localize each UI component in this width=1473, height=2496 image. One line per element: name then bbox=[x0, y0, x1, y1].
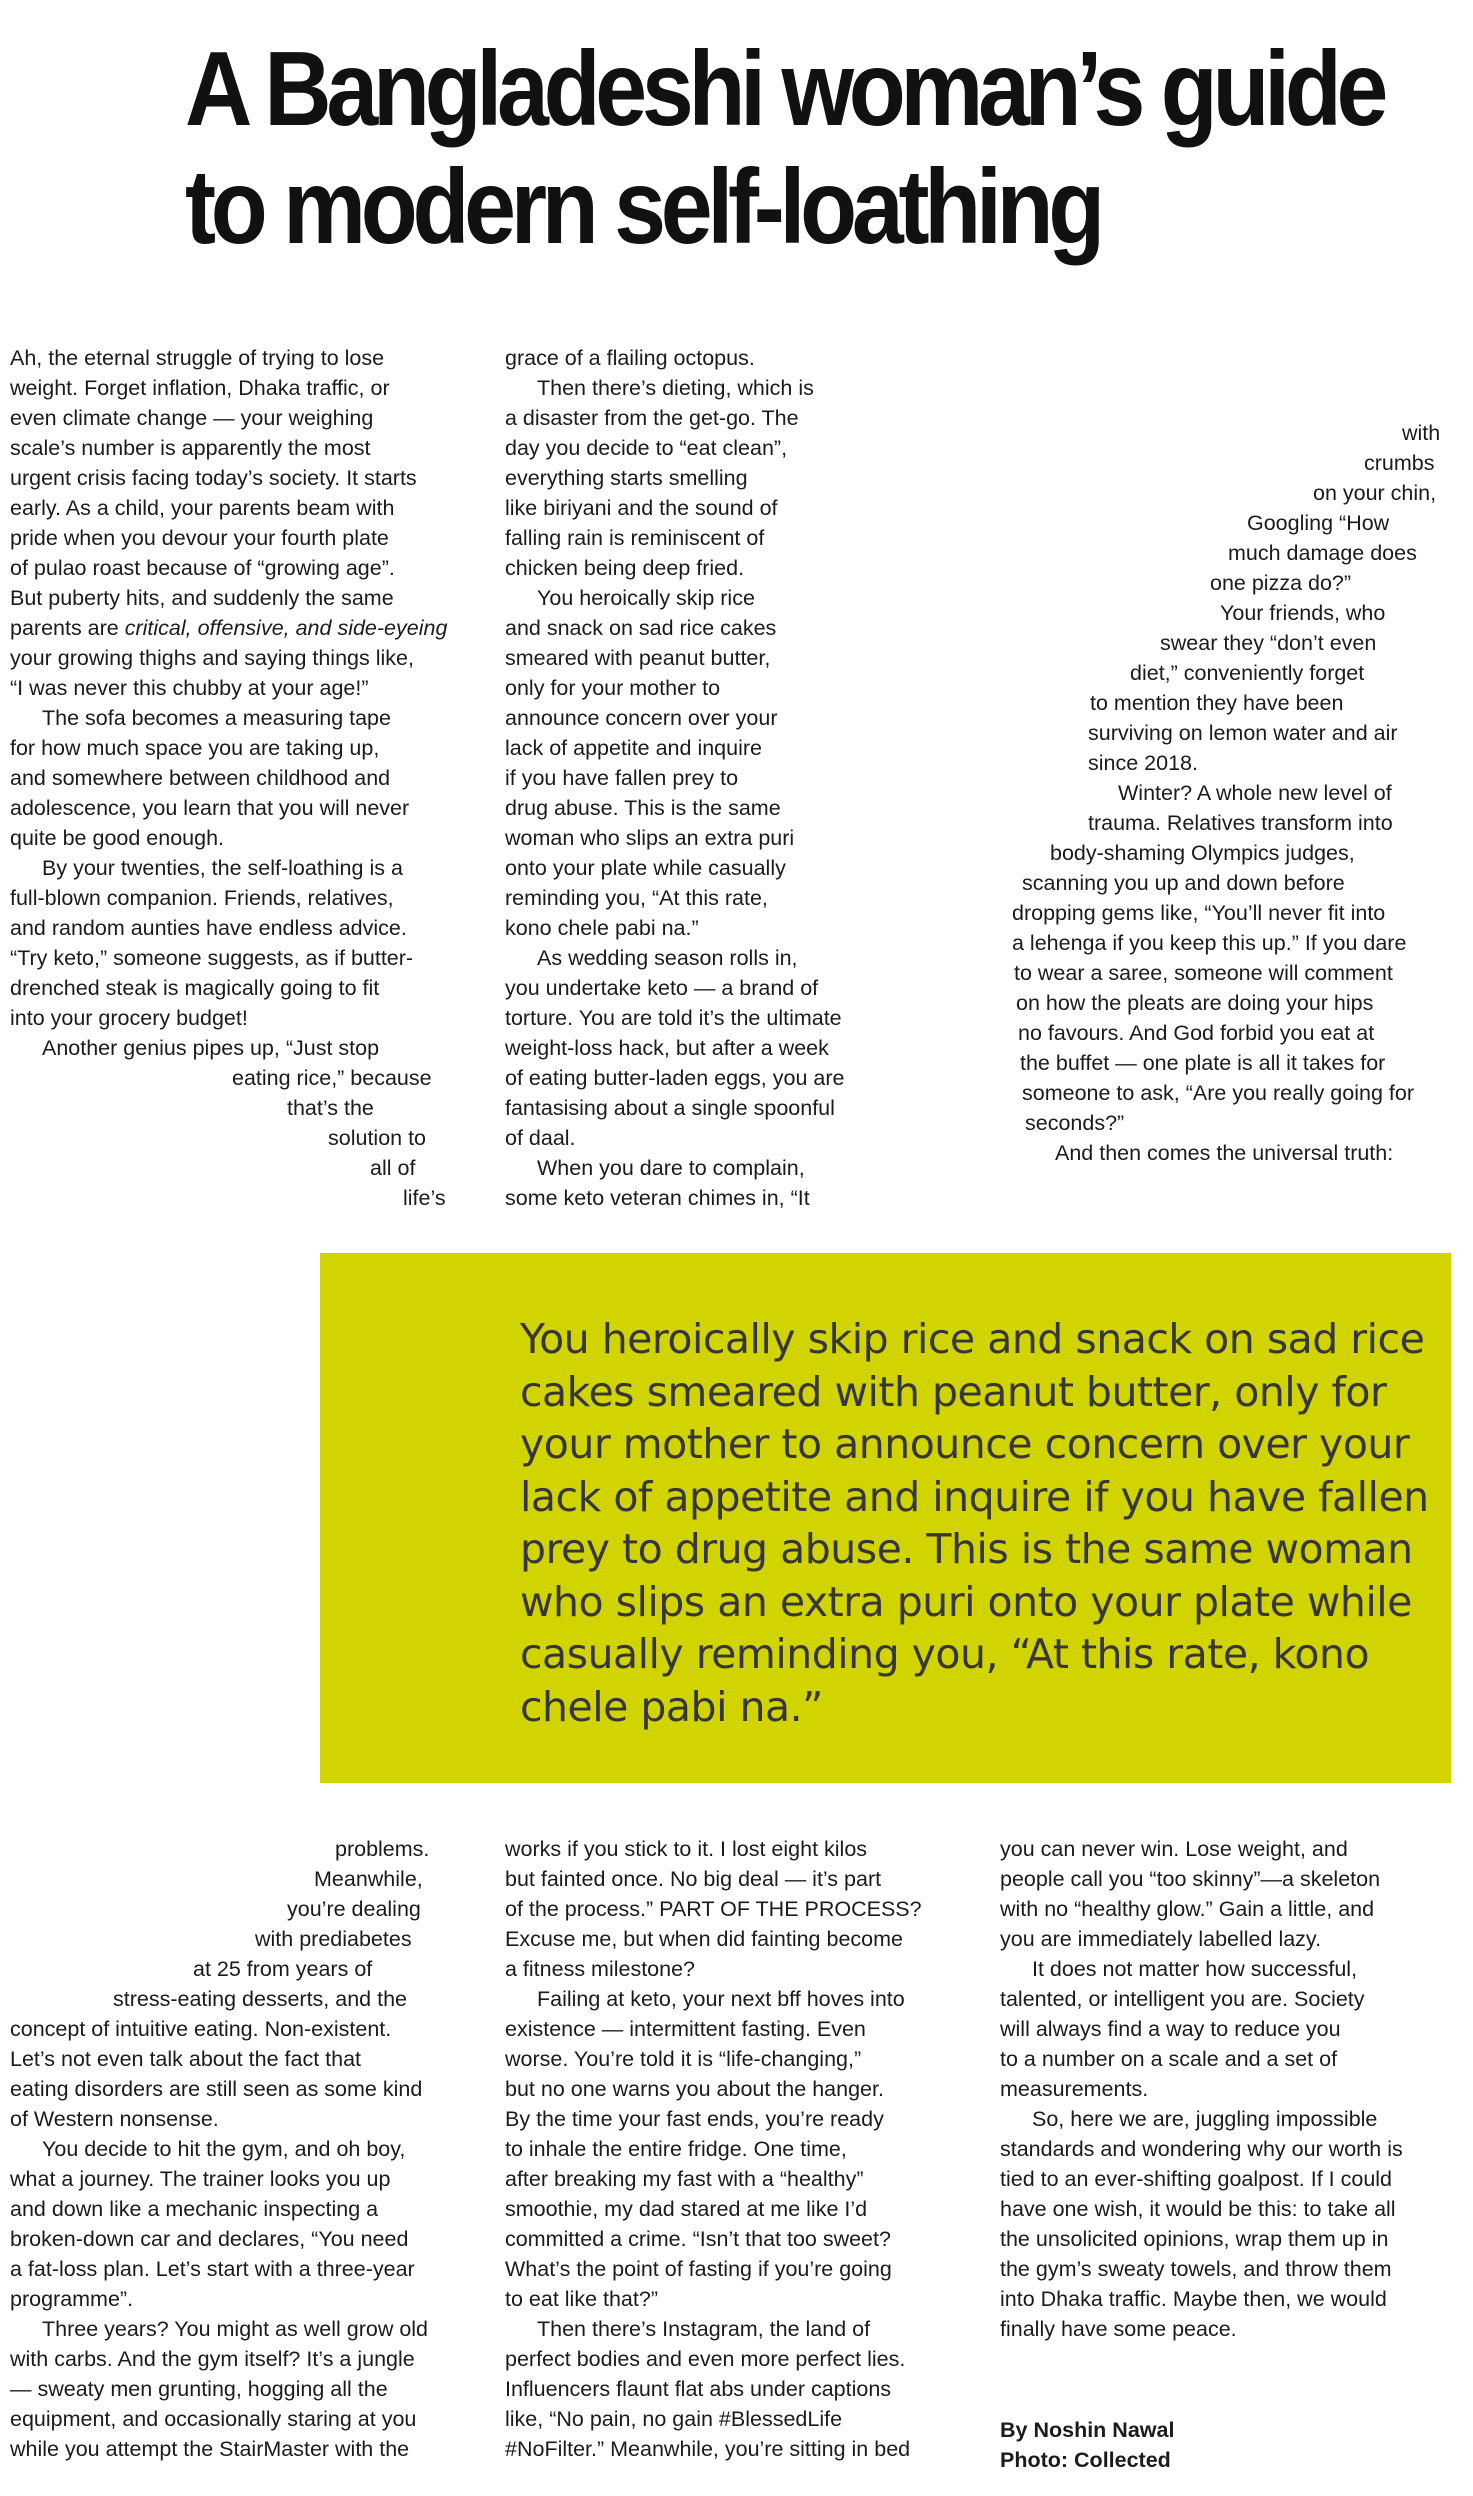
text-line: lack of appetite and inquire bbox=[505, 736, 762, 760]
text-line: and down like a mechanic inspecting a bbox=[10, 2197, 379, 2221]
text-line: a fat-loss plan. Let’s start with a three-year bbox=[10, 2257, 415, 2281]
text-line: perfect bodies and even more perfect lies. bbox=[505, 2347, 906, 2371]
text-line: the gym’s sweaty towels, and throw them bbox=[1000, 2257, 1392, 2281]
text-line: scale’s number is apparently the most bbox=[10, 436, 371, 460]
text-line: to mention they have been bbox=[1090, 691, 1344, 715]
text-line: into Dhaka traffic. Maybe then, we would bbox=[1000, 2287, 1387, 2311]
text-line: fantasising about a single spoonful bbox=[505, 1096, 835, 1120]
text-line: drenched steak is magically going to fit bbox=[10, 976, 380, 1000]
text-line: like biriyani and the sound of bbox=[505, 496, 778, 520]
text-line: woman who slips an extra puri bbox=[505, 826, 795, 850]
text-line: What’s the point of fasting if you’re going bbox=[505, 2257, 892, 2281]
text-line: smeared with peanut butter, bbox=[505, 646, 771, 670]
text-line: crumbs bbox=[1364, 451, 1435, 475]
text-line: of the process.” PART OF THE PROCESS? bbox=[505, 1897, 922, 1921]
text-line: with prediabetes bbox=[255, 1927, 412, 1951]
text-line: urgent crisis facing today’s society. It starts bbox=[10, 466, 417, 490]
text-line: with carbs. And the gym itself? It’s a jungle bbox=[10, 2347, 415, 2371]
text-line: weight. Forget inflation, Dhaka traffic, or bbox=[10, 376, 390, 400]
text-line: to wear a saree, someone will comment bbox=[1014, 961, 1393, 985]
text-line: programme”. bbox=[10, 2287, 134, 2311]
text-line: while you attempt the StairMaster with the bbox=[10, 2437, 410, 2461]
text-line: to a number on a scale and a set of bbox=[1000, 2047, 1338, 2071]
pull-quote bbox=[520, 1313, 1429, 1733]
text-line: Then there’s Instagram, the land of bbox=[537, 2317, 871, 2341]
text-line: When you dare to complain, bbox=[537, 1156, 805, 1180]
text-line: And then comes the universal truth: bbox=[1055, 1141, 1394, 1165]
text-line: swear they “don’t even bbox=[1160, 631, 1377, 655]
text-line bbox=[10, 613, 447, 643]
pull-quote-line: You heroically skip rice and snack on sad rice bbox=[520, 1315, 1425, 1363]
text-line: Then there’s dieting, which is bbox=[537, 376, 814, 400]
text-line: You decide to hit the gym, and oh boy, bbox=[42, 2137, 406, 2161]
text-line: to eat like that?” bbox=[505, 2287, 658, 2311]
text-line: Another genius pipes up, “Just stop bbox=[42, 1036, 380, 1060]
text-line: torture. You are told it’s the ultimate bbox=[505, 1006, 842, 1030]
text-line: It does not matter how successful, bbox=[1032, 1957, 1358, 1981]
text-line: adolescence, you learn that you will never bbox=[10, 796, 410, 820]
text-line: only for your mother to bbox=[505, 676, 721, 700]
text-line: into your grocery budget! bbox=[10, 1006, 248, 1030]
byline-block bbox=[1000, 2415, 1174, 2475]
text-line: works if you stick to it. I lost eight kilos bbox=[505, 1837, 868, 1861]
text-line: weight-loss hack, but after a week bbox=[505, 1036, 829, 1060]
text-line: a lehenga if you keep this up.” If you dare bbox=[1012, 931, 1407, 955]
text-line: and random aunties have endless advice. bbox=[10, 916, 407, 940]
pull-quote-line: casually reminding you, “At this rate, kono bbox=[520, 1630, 1370, 1678]
text-line: at 25 from years of bbox=[193, 1957, 373, 1981]
text-line: falling rain is reminiscent of bbox=[505, 526, 765, 550]
text-line: The sofa becomes a measuring tape bbox=[42, 706, 391, 730]
byline: By Noshin Nawal bbox=[1000, 2418, 1175, 2442]
text-line: you can never win. Lose weight, and bbox=[1000, 1837, 1348, 1861]
text-line: if you have fallen prey to bbox=[505, 766, 739, 790]
text-line: eating disorders are still seen as some kind bbox=[10, 2077, 423, 2101]
text-line: that’s the bbox=[287, 1096, 374, 1120]
text-line: By your twenties, the self-loathing is a bbox=[42, 856, 403, 880]
text-line: By the time your fast ends, you’re ready bbox=[505, 2107, 884, 2131]
text-line: #NoFilter.” Meanwhile, you’re sitting in bed bbox=[505, 2437, 911, 2461]
text-line: tied to an ever-shifting goalpost. If I could bbox=[1000, 2167, 1393, 2191]
text-line: Winter? A whole new level of bbox=[1118, 781, 1392, 805]
text-line: broken-down car and declares, “You need bbox=[10, 2227, 409, 2251]
text-line: trauma. Relatives transform into bbox=[1088, 811, 1393, 835]
text-line: “I was never this chubby at your age!” bbox=[10, 676, 369, 700]
text-line: measurements. bbox=[1000, 2077, 1149, 2101]
column-1-bottom bbox=[10, 1834, 429, 2464]
text-line: of pulao roast because of “growing age”. bbox=[10, 556, 395, 580]
text-line: you undertake keto — a brand of bbox=[505, 976, 819, 1000]
pull-quote-line: cakes smeared with peanut butter, only for bbox=[520, 1367, 1387, 1416]
text-line: you are immediately labelled lazy. bbox=[1000, 1927, 1322, 1951]
text-line: all of bbox=[370, 1156, 416, 1180]
text-line: eating rice,” because bbox=[232, 1066, 432, 1090]
text-line: and somewhere between childhood and bbox=[10, 766, 391, 790]
text-line: the unsolicited opinions, wrap them up in bbox=[1000, 2227, 1389, 2251]
text-line: Meanwhile, bbox=[314, 1867, 423, 1891]
text-line: existence — intermittent fasting. Even bbox=[505, 2017, 866, 2041]
text-line: Influencers flaunt flat abs under captions bbox=[505, 2377, 892, 2401]
text-line: and snack on sad rice cakes bbox=[505, 616, 777, 640]
text-line: with bbox=[1402, 421, 1441, 445]
headline-line: A Bangladeshi woman’s guide bbox=[185, 30, 1384, 148]
text-line: a fitness milestone? bbox=[505, 1957, 696, 1981]
text-line: Excuse me, but when did fainting become bbox=[505, 1927, 903, 1951]
text-line: full-blown companion. Friends, relatives, bbox=[10, 886, 394, 910]
text-line: of Western nonsense. bbox=[10, 2107, 219, 2131]
text-line: but fainted once. No big deal — it’s part bbox=[505, 1867, 882, 1891]
text-line: diet,” conveniently forget bbox=[1130, 661, 1365, 685]
text-line: solution to bbox=[328, 1126, 427, 1150]
text-run: parents are bbox=[10, 616, 125, 640]
text-line: will always find a way to reduce you bbox=[1000, 2017, 1341, 2041]
pull-quote-line: prey to drug abuse. This is the same woman bbox=[520, 1525, 1413, 1573]
text-line: Failing at keto, your next bff hoves into bbox=[537, 1987, 905, 2011]
text-line: seconds?” bbox=[1025, 1111, 1125, 1135]
pull-quote-line: lack of appetite and inquire if you have fallen bbox=[520, 1472, 1429, 1521]
text-line: body-shaming Olympics judges, bbox=[1050, 841, 1355, 865]
text-line: but no one warns you about the hanger. bbox=[505, 2077, 884, 2101]
text-line: a disaster from the get-go. The bbox=[505, 406, 799, 430]
text-line: life’s bbox=[403, 1186, 446, 1210]
text-line: some keto veteran chimes in, “It bbox=[505, 1186, 810, 1210]
text-line: one pizza do?” bbox=[1210, 571, 1352, 595]
text-line: committed a crime. “Isn’t that too sweet? bbox=[505, 2227, 891, 2251]
text-line: problems. bbox=[335, 1837, 430, 1861]
pull-quote-line: your mother to announce concern over your bbox=[520, 1420, 1410, 1468]
pull-quote-line: who slips an extra puri onto your plate while bbox=[520, 1577, 1412, 1626]
text-line: for how much space you are taking up, bbox=[10, 736, 380, 760]
text-line: — sweaty men grunting, hogging all the bbox=[10, 2377, 388, 2401]
text-line: to inhale the entire fridge. One time, bbox=[505, 2137, 847, 2161]
text-line: announce concern over your bbox=[505, 706, 778, 730]
text-line: what a journey. The trainer looks you up bbox=[10, 2167, 391, 2191]
text-line: smoothie, my dad stared at me like I’d bbox=[505, 2197, 868, 2221]
text-line: the buffet — one plate is all it takes for bbox=[1020, 1051, 1386, 1075]
text-line: equipment, and occasionally staring at you bbox=[10, 2407, 417, 2431]
text-line: after breaking my fast with a “healthy” bbox=[505, 2167, 864, 2191]
text-line: people call you “too skinny”—a skeleton bbox=[1000, 1867, 1381, 1891]
text-line: even climate change — your weighing bbox=[10, 406, 374, 430]
emphasis-text: critical, offensive, and side-eyeing bbox=[124, 616, 448, 640]
text-line: grace of a flailing octopus. bbox=[505, 346, 755, 370]
column-1-top bbox=[10, 343, 447, 1213]
text-line: finally have some peace. bbox=[1000, 2317, 1237, 2341]
text-line: Let’s not even talk about the fact that bbox=[10, 2047, 362, 2071]
text-line: since 2018. bbox=[1088, 751, 1198, 775]
text-line: As wedding season rolls in, bbox=[537, 946, 798, 970]
column-3-bottom bbox=[1000, 1834, 1403, 2344]
text-line: have one wish, it would be this: to take all bbox=[1000, 2197, 1396, 2221]
text-line: Ah, the eternal struggle of trying to lose bbox=[10, 346, 385, 370]
text-line: your growing thighs and saying things like, bbox=[10, 646, 414, 670]
text-line: scanning you up and down before bbox=[1022, 871, 1345, 895]
text-line: Three years? You might as well grow old bbox=[42, 2317, 429, 2341]
column-2-bottom bbox=[505, 1834, 922, 2464]
text-line: talented, or intelligent you are. Society bbox=[1000, 1987, 1365, 2011]
text-line: “Try keto,” someone suggests, as if butter- bbox=[10, 946, 414, 970]
text-line: no favours. And God forbid you eat at bbox=[1018, 1021, 1375, 1045]
text-line: quite be good enough. bbox=[10, 826, 225, 850]
text-line: Your friends, who bbox=[1220, 601, 1386, 625]
headline bbox=[185, 30, 1384, 266]
text-line: on your chin, bbox=[1313, 481, 1437, 505]
text-line: kono chele pabi na.” bbox=[505, 916, 699, 940]
text-line: concept of intuitive eating. Non-existent. bbox=[10, 2017, 392, 2041]
text-line: much damage does bbox=[1228, 541, 1417, 565]
text-line: someone to ask, “Are you really going for bbox=[1022, 1081, 1414, 1105]
column-2-top bbox=[505, 343, 844, 1213]
text-line: on how the pleats are doing your hips bbox=[1016, 991, 1374, 1015]
text-line: standards and wondering why our worth is bbox=[1000, 2137, 1403, 2161]
photo-credit: Photo: Collected bbox=[1000, 2448, 1171, 2472]
text-line: reminding you, “At this rate, bbox=[505, 886, 768, 910]
text-line: worse. You’re told it is “life-changing,” bbox=[505, 2047, 862, 2071]
text-line: like, “No pain, no gain #BlessedLife bbox=[505, 2407, 843, 2431]
text-line: Googling “How bbox=[1247, 511, 1390, 535]
text-line: chicken being deep fried. bbox=[505, 556, 745, 580]
text-line: of daal. bbox=[505, 1126, 576, 1150]
text-line: day you decide to “eat clean”, bbox=[505, 436, 788, 460]
text-line: surviving on lemon water and air bbox=[1088, 721, 1398, 745]
text-line: onto your plate while casually bbox=[505, 856, 786, 880]
headline-line: to modern self-loathing bbox=[185, 148, 1100, 266]
pull-quote-line: chele pabi na.” bbox=[520, 1682, 823, 1731]
text-line: So, here we are, juggling impossible bbox=[1032, 2107, 1378, 2131]
text-line: But puberty hits, and suddenly the same bbox=[10, 586, 394, 610]
column-3-top bbox=[1010, 418, 1440, 1168]
text-line: dropping gems like, “You’ll never fit into bbox=[1012, 901, 1386, 925]
text-line: early. As a child, your parents beam with bbox=[10, 496, 395, 520]
text-line: pride when you devour your fourth plate bbox=[10, 526, 389, 550]
text-line: of eating butter-laden eggs, you are bbox=[505, 1066, 845, 1090]
text-line: you’re dealing bbox=[287, 1897, 421, 1921]
text-line: You heroically skip rice bbox=[537, 586, 755, 610]
text-line: stress-eating desserts, and the bbox=[113, 1987, 407, 2011]
text-line: with no “healthy glow.” Gain a little, and bbox=[1000, 1897, 1375, 1921]
text-line: drug abuse. This is the same bbox=[505, 796, 781, 820]
text-line: everything starts smelling bbox=[505, 466, 748, 490]
pull-quote-box bbox=[320, 1253, 1451, 1783]
